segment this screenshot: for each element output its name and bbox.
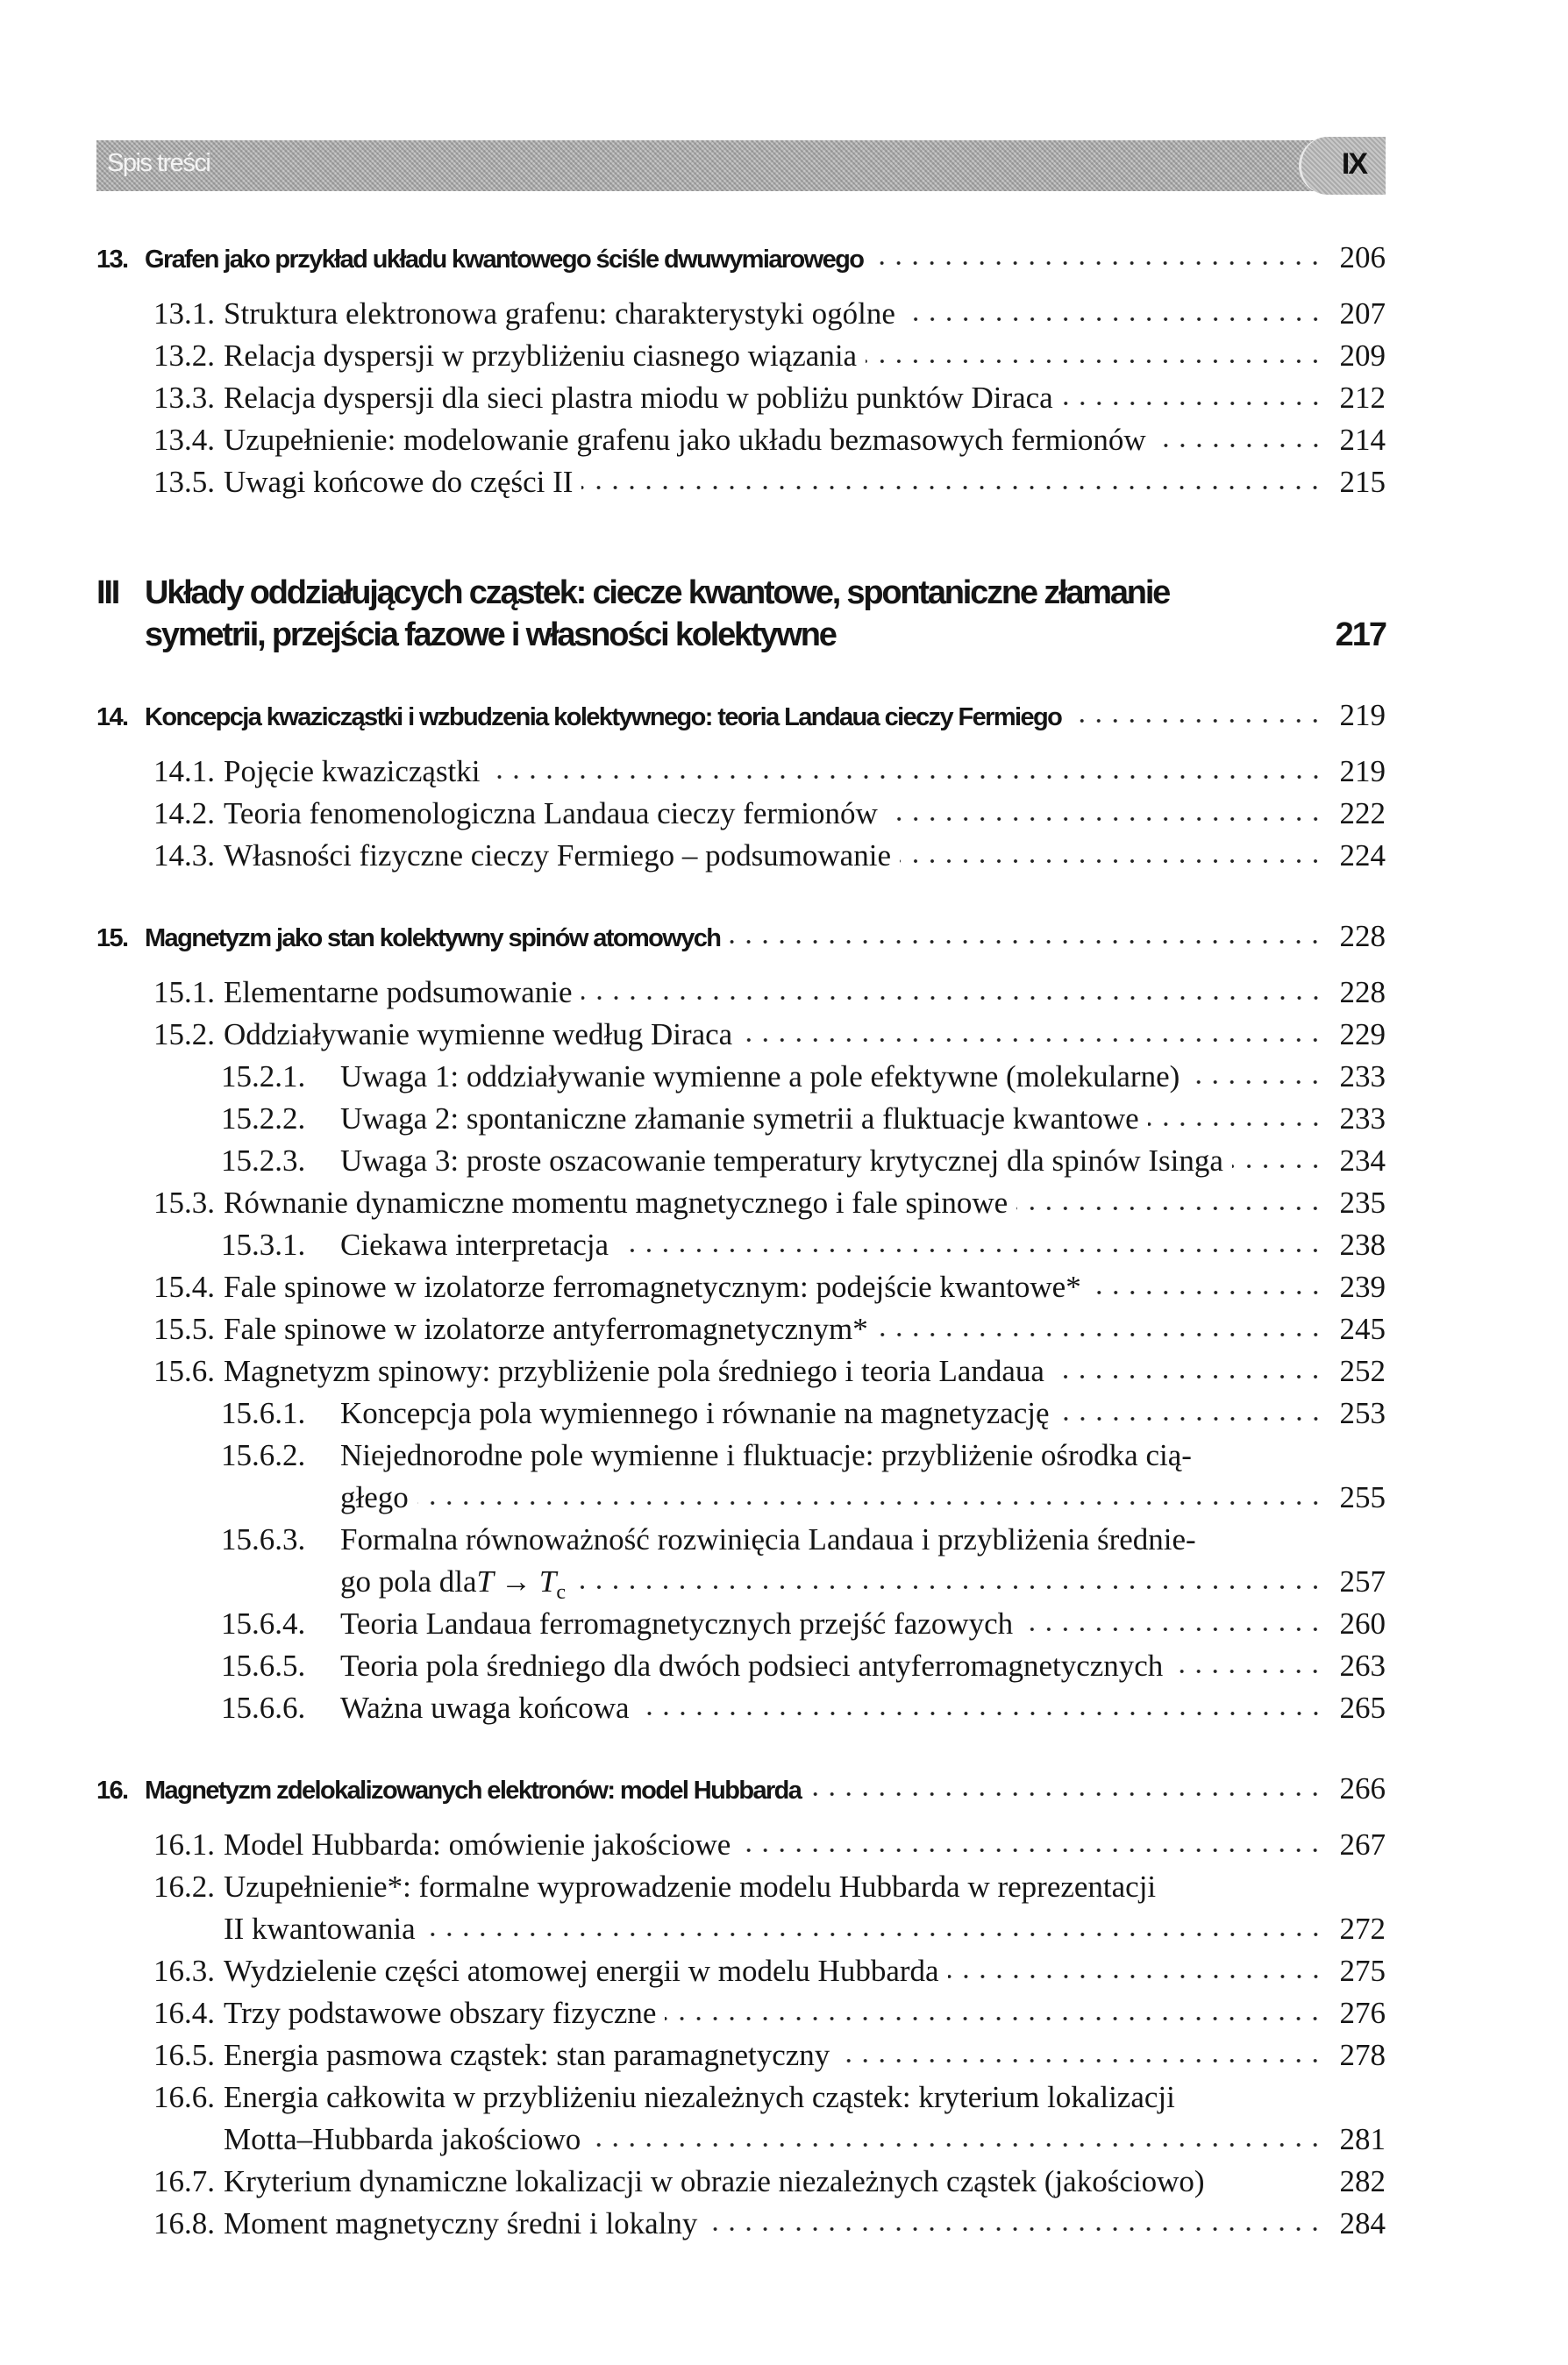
- entry-number: 16.7.: [153, 2164, 215, 2198]
- entry-number: 15.2.: [153, 1017, 215, 1051]
- entry-number: 15.6.: [153, 1354, 215, 1388]
- entry-title: Własności fizyczne cieczy Fermiego – podsumowanie: [224, 838, 891, 873]
- toc-line: [96, 614, 1386, 656]
- toc-entry-sub[interactable]: [96, 1603, 1386, 1645]
- page-number: 281: [1339, 2122, 1386, 2156]
- entry-title: Uwagi końcowe do części II: [224, 465, 574, 499]
- toc-line: [96, 2034, 1386, 2076]
- toc-line: [96, 1519, 1386, 1561]
- dot-leader: [1155, 441, 1324, 450]
- entry-title: Uzupełnienie*: formalne wyprowadzenie modelu Hubbarda w reprezentacji: [224, 1870, 1157, 1904]
- toc-line: [96, 1992, 1386, 2034]
- entry-title: Ciekawa interpretacja: [340, 1228, 609, 1262]
- entry-number: 16.2.: [153, 1870, 215, 1904]
- toc-entry-section[interactable]: [96, 1350, 1386, 1393]
- entry-number: 16.8.: [153, 2206, 215, 2240]
- toc-entry-section[interactable]: [96, 835, 1386, 877]
- toc-line: [96, 1477, 1386, 1519]
- entry-title: Relacja dyspersji dla sieci plastra miodu w pobliżu punktów Diraca: [224, 381, 1053, 415]
- toc-entry-chapter[interactable]: [96, 695, 1386, 737]
- entry-title: Teoria Landaua ferromagnetycznych przejść fazowych: [340, 1606, 1014, 1641]
- toc-entry-section[interactable]: [96, 293, 1386, 335]
- entry-number: 13.2.: [153, 338, 215, 373]
- page-number: 255: [1339, 1480, 1386, 1514]
- dot-leader: [887, 815, 1324, 823]
- page-number: 234: [1339, 1143, 1386, 1178]
- entry-number: 13.5.: [153, 465, 215, 499]
- page-number: 222: [1339, 796, 1386, 830]
- entry-number: 16.4.: [153, 1996, 215, 2030]
- entry-title: Relacja dyspersji w przybliżeniu ciasnego wiązania: [224, 338, 858, 373]
- page-number: 267: [1339, 1827, 1386, 1862]
- entry-title: Magnetyzm spinowy: przybliżenie pola średniego i teoria Landaua: [224, 1354, 1044, 1388]
- entry-title: Fale spinowe w izolatorze ferromagnetycznym: podejście kwantowe*: [224, 1270, 1081, 1304]
- entry-title: Kryterium dynamiczne lokalizacji w obrazie niezależnych cząstek (jakościowo): [224, 2164, 1205, 2198]
- page-number: 219: [1339, 754, 1386, 788]
- entry-number: 13.4.: [153, 423, 215, 457]
- entry-number: 16.3.: [153, 1954, 215, 1988]
- entry-title: Ważna uwaga końcowa: [340, 1691, 630, 1725]
- dot-leader: [417, 1499, 1324, 1507]
- toc-entry-section[interactable]: [96, 377, 1386, 419]
- toc-line: [96, 1350, 1386, 1393]
- dot-leader: [904, 315, 1324, 324]
- entry-number: 15.3.: [153, 1186, 215, 1220]
- toc-line: [96, 972, 1386, 1014]
- toc-entry-section[interactable]: [96, 419, 1386, 461]
- dot-leader: [581, 483, 1323, 492]
- entry-title: Koncepcja kwazicząstki i wzbudzenia kolektywnego: teoria Landaua cieczy Fermiego: [145, 703, 1062, 731]
- toc-line: [96, 1435, 1386, 1477]
- entry-title: głego: [340, 1480, 409, 1514]
- page-number: 272: [1339, 1912, 1386, 1946]
- entry-title: Magnetyzm jako stan kolektywny spinów atomowych: [145, 924, 721, 952]
- entry-title: Energia całkowita w przybliżeniu niezależnych cząstek: kryterium lokalizacji: [224, 2080, 1175, 2114]
- toc-entry-sub[interactable]: [96, 1645, 1386, 1687]
- toc-line: [96, 237, 1386, 279]
- dot-leader: [900, 857, 1324, 866]
- toc-line: [96, 1140, 1386, 1182]
- page-number: 257: [1339, 1564, 1386, 1599]
- dot-leader: [1070, 716, 1323, 725]
- toc-line: [96, 1603, 1386, 1645]
- toc-entry-section[interactable]: [96, 461, 1386, 503]
- toc-entry-section[interactable]: [96, 2034, 1386, 2076]
- page-number: 282: [1339, 2164, 1386, 2198]
- toc-line: [96, 1866, 1386, 1908]
- entry-title: II kwantowania: [224, 1912, 416, 1946]
- entry-title: Struktura elektronowa grafenu: charakterystyki ogólne: [224, 296, 895, 331]
- page-number: 239: [1339, 1270, 1386, 1304]
- page-number: 252: [1339, 1354, 1386, 1388]
- entry-title: Model Hubbarda: omówienie jakościowe: [224, 1827, 731, 1862]
- page-number: 233: [1339, 1101, 1386, 1136]
- dot-leader: [581, 994, 1324, 1002]
- dot-leader: [424, 1930, 1324, 1939]
- page-number: 207: [1339, 296, 1386, 331]
- toc-line: [96, 915, 1386, 958]
- toc-entry-sub[interactable]: [96, 1056, 1386, 1098]
- dot-leader: [489, 773, 1324, 781]
- entry-number: 16.5.: [153, 2038, 215, 2072]
- running-header-title: Spis treści: [107, 149, 210, 177]
- entry-number: III: [96, 574, 119, 611]
- toc-line: [96, 1014, 1386, 1056]
- page-number: 214: [1339, 423, 1386, 457]
- toc-entry-chapter[interactable]: [96, 915, 1386, 958]
- table-of-contents: [96, 237, 1386, 2245]
- toc-line: [96, 1950, 1386, 1992]
- dot-leader: [617, 1246, 1323, 1255]
- entry-title: Uwaga 3: proste oszacowanie temperatury krytycznej dla spinów Isinga: [340, 1143, 1223, 1178]
- page-number: 263: [1339, 1649, 1386, 1683]
- toc-entry-section[interactable]: [96, 2203, 1386, 2245]
- toc-entry-section[interactable]: [96, 1266, 1386, 1308]
- entry-title: Moment magnetyczny średni i lokalny: [224, 2206, 698, 2240]
- toc-line: [96, 1393, 1386, 1435]
- entry-title: Wydzielenie części atomowej energii w modelu Hubbarda: [224, 1954, 939, 1988]
- page-number: 228: [1339, 919, 1386, 953]
- toc-entry-sub[interactable]: [96, 1224, 1386, 1266]
- toc-line: [96, 695, 1386, 737]
- entry-title: Grafen jako przykład układu kwantowego ściśle dwuwymiarowego: [145, 246, 864, 274]
- dot-leader: [1172, 1667, 1323, 1676]
- toc-line: [96, 1182, 1386, 1224]
- dot-leader: [1062, 399, 1324, 408]
- entry-number: 13.3.: [153, 381, 215, 415]
- entry-number: 15.2.2.: [221, 1101, 306, 1136]
- toc-entry-section[interactable]: [96, 1182, 1386, 1224]
- dot-leader: [877, 1330, 1324, 1339]
- toc-entry-sub[interactable]: [96, 1140, 1386, 1182]
- dot-leader: [706, 2225, 1323, 2233]
- toc-line: [96, 2076, 1386, 2119]
- toc-entry-sub[interactable]: [96, 1098, 1386, 1140]
- entry-number: 15.6.4.: [221, 1606, 306, 1641]
- dot-leader: [1016, 1204, 1323, 1213]
- entry-number: 14.3.: [153, 838, 215, 873]
- entry-title: Uzupełnienie: modelowanie grafenu jako układu bezmasowych fermionów: [224, 423, 1146, 457]
- page-number: IX: [1341, 147, 1366, 181]
- page-number: 245: [1339, 1312, 1386, 1346]
- entry-title: Uwaga 1: oddziaływanie wymienne a pole efektywne (molekularne): [340, 1059, 1180, 1093]
- toc-entry-sub[interactable]: [96, 1393, 1386, 1435]
- entry-title: Niejednorodne pole wymienne i fluktuacje: przybliżenie ośrodka cią-: [340, 1438, 1192, 1472]
- page-number: 265: [1339, 1691, 1386, 1725]
- entry-title: Motta–Hubbarda jakościowo: [224, 2122, 581, 2156]
- entry-number: 15.3.1.: [221, 1228, 306, 1262]
- entry-number: 15.2.1.: [221, 1059, 306, 1093]
- dot-leader: [589, 2141, 1323, 2149]
- entry-number: 15.6.6.: [221, 1691, 306, 1725]
- dot-leader: [665, 2014, 1323, 2023]
- toc-line: [96, 751, 1386, 793]
- toc-entry-section[interactable]: [96, 1992, 1386, 2034]
- page-number: 215: [1339, 465, 1386, 499]
- toc-line: [96, 1308, 1386, 1350]
- entry-title: Pojęcie kwazicząstki: [224, 754, 481, 788]
- entry-title: Magnetyzm zdelokalizowanych elektronów: model Hubbarda: [145, 1777, 802, 1805]
- toc-line: [96, 1824, 1386, 1866]
- running-header: [96, 140, 1386, 191]
- toc-line: [96, 419, 1386, 461]
- entry-number: 16.6.: [153, 2080, 215, 2114]
- page-number: 235: [1339, 1186, 1386, 1220]
- toc-entry-section[interactable]: [96, 1308, 1386, 1350]
- entry-title: Energia pasmowa cząstek: stan paramagnetyczny: [224, 2038, 830, 2072]
- dot-leader: [574, 1583, 1324, 1592]
- toc-entry-chapter[interactable]: [96, 237, 1386, 279]
- page-number: 217: [1335, 616, 1386, 653]
- dot-leader: [866, 357, 1323, 366]
- toc-line: [96, 377, 1386, 419]
- entry-title: Równanie dynamiczne momentu magnetycznego i fale spinowe: [224, 1186, 1009, 1220]
- toc-entry-section[interactable]: [96, 1950, 1386, 1992]
- page-number: 206: [1339, 240, 1386, 274]
- dot-leader: [741, 1036, 1323, 1044]
- entry-title: Teoria pola średniego dla dwóch podsieci antyferromagnetycznych: [340, 1649, 1164, 1683]
- entry-title: Formalna równoważność rozwinięcia Landaua i przybliżenia średnie-: [340, 1522, 1196, 1556]
- toc-line: [96, 1098, 1386, 1140]
- entry-title: symetrii, przejścia fazowe i własności kolektywne: [145, 616, 836, 653]
- page-number: 228: [1339, 975, 1386, 1009]
- entry-number: 13.: [96, 246, 128, 274]
- toc-line: [96, 335, 1386, 377]
- page-number: 276: [1339, 1996, 1386, 2030]
- entry-number: 16.: [96, 1777, 128, 1805]
- toc-entry-section[interactable]: [96, 1824, 1386, 1866]
- toc-entry-section[interactable]: [96, 793, 1386, 835]
- dot-leader: [1022, 1625, 1323, 1634]
- entry-title: go pola dla: [340, 1564, 477, 1599]
- toc-entry-section[interactable]: [96, 972, 1386, 1014]
- toc-line: [96, 2203, 1386, 2245]
- toc-line: [96, 2161, 1386, 2203]
- dot-leader: [1232, 1162, 1324, 1171]
- page-number: 260: [1339, 1606, 1386, 1641]
- page-number: 219: [1339, 698, 1386, 732]
- toc-entry-section[interactable]: [96, 2161, 1386, 2203]
- toc-entry-section[interactable]: [96, 335, 1386, 377]
- entry-number: 15.: [96, 924, 128, 952]
- page-number: 275: [1339, 1954, 1386, 1988]
- toc-line: [96, 572, 1386, 614]
- page-number: 209: [1339, 338, 1386, 373]
- toc-entry-section[interactable]: [96, 1014, 1386, 1056]
- dot-leader: [809, 1790, 1323, 1799]
- entry-title: Koncepcja pola wymiennego i równanie na magnetyzację: [340, 1396, 1050, 1430]
- entry-title: Teoria fenomenologiczna Landaua cieczy fermionów: [224, 796, 878, 830]
- dot-leader: [1148, 1120, 1324, 1129]
- entry-title: Układy oddziałujących cząstek: ciecze kwantowe, spontaniczne złamanie: [145, 574, 1170, 611]
- toc-line: [96, 793, 1386, 835]
- math-text: T → T: [476, 1564, 557, 1599]
- entry-title: Uwaga 2: spontaniczne złamanie symetrii a fluktuacje kwantowe: [340, 1101, 1139, 1136]
- entry-title: Fale spinowe w izolatorze antyferromagnetycznym*: [224, 1312, 868, 1346]
- entry-number: 15.1.: [153, 975, 215, 1009]
- page-number: 212: [1339, 381, 1386, 415]
- page-number: 253: [1339, 1396, 1386, 1430]
- entry-number: 15.6.1.: [221, 1396, 306, 1430]
- toc-line: [96, 1561, 1386, 1603]
- toc-entry-chapter[interactable]: [96, 1768, 1386, 1810]
- page-number: 238: [1339, 1228, 1386, 1262]
- dot-leader: [838, 2056, 1323, 2065]
- entry-number: 14.1.: [153, 754, 215, 788]
- toc-line: [96, 1224, 1386, 1266]
- entry-number: 14.2.: [153, 796, 215, 830]
- toc-line: [96, 835, 1386, 877]
- page-number: 284: [1339, 2206, 1386, 2240]
- dot-leader: [872, 259, 1323, 267]
- toc-line: [96, 1768, 1386, 1810]
- page-number: 224: [1339, 838, 1386, 873]
- toc-line: [96, 293, 1386, 335]
- dot-leader: [739, 1846, 1323, 1855]
- entry-number: 13.1.: [153, 296, 215, 331]
- toc-entry-sub[interactable]: [96, 1435, 1386, 1519]
- math-subscript: c: [556, 1581, 566, 1604]
- entry-number: 15.6.5.: [221, 1649, 306, 1683]
- page-number: 266: [1339, 1771, 1386, 1806]
- toc-line: [96, 461, 1386, 503]
- toc-line: [96, 1687, 1386, 1729]
- entry-number: 15.4.: [153, 1270, 215, 1304]
- entry-number: 15.2.3.: [221, 1143, 306, 1178]
- dot-leader: [1058, 1414, 1324, 1423]
- toc-entry-section[interactable]: [96, 1866, 1386, 1950]
- page-number: 278: [1339, 2038, 1386, 2072]
- dot-leader: [948, 1972, 1324, 1981]
- entry-number: 15.6.3.: [221, 1522, 306, 1556]
- entry-number: 14.: [96, 703, 128, 731]
- dot-leader: [638, 1709, 1324, 1718]
- toc-line: [96, 1908, 1386, 1950]
- toc-line: [96, 1645, 1386, 1687]
- entry-title: Oddziaływanie wymienne według Diraca: [224, 1017, 733, 1051]
- entry-number: 16.1.: [153, 1827, 215, 1862]
- entry-title: Trzy podstawowe obszary fizyczne: [224, 1996, 657, 2030]
- toc-entry-section[interactable]: [96, 2076, 1386, 2161]
- entry-title: Elementarne podsumowanie: [224, 975, 573, 1009]
- dot-leader: [1090, 1288, 1324, 1297]
- entry-number: 15.5.: [153, 1312, 215, 1346]
- dot-leader: [729, 937, 1323, 946]
- entry-number: 15.6.2.: [221, 1438, 306, 1472]
- toc-line: [96, 1056, 1386, 1098]
- dot-leader: [1188, 1078, 1323, 1086]
- page-number: 229: [1339, 1017, 1386, 1051]
- toc-entry-section[interactable]: [96, 751, 1386, 793]
- toc-line: [96, 1266, 1386, 1308]
- dot-leader: [1053, 1372, 1324, 1381]
- toc-line: [96, 2119, 1386, 2161]
- toc-entry-part[interactable]: [96, 572, 1386, 656]
- page-number: 233: [1339, 1059, 1386, 1093]
- toc-entry-sub[interactable]: [96, 1519, 1386, 1603]
- toc-entry-sub[interactable]: [96, 1687, 1386, 1729]
